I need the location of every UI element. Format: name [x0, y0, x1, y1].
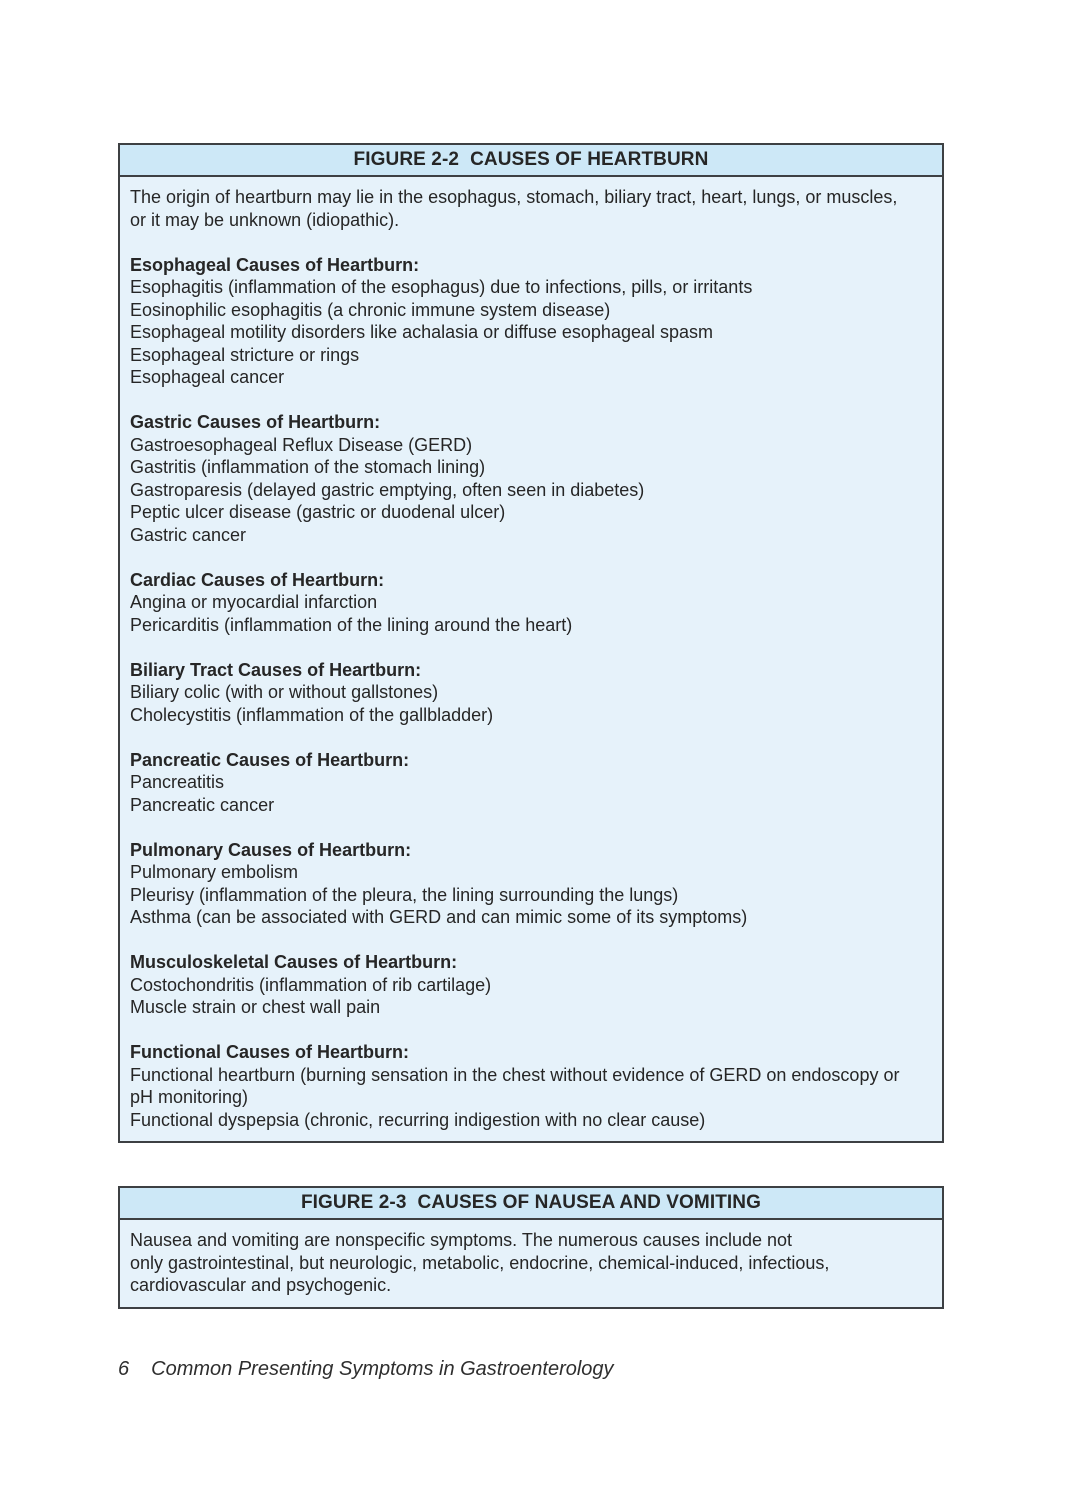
cause-item: Pleurisy (inflammation of the pleura, the lining surrounding the lungs) — [130, 884, 679, 905]
section-heading: Esophageal Causes of Heartburn: — [130, 254, 420, 275]
cause-item: Gastroesophageal Reflux Disease (GERD) — [130, 434, 473, 455]
section-heading: Pulmonary Causes of Heartburn: — [130, 839, 412, 860]
cause-item: Cholecystitis (inflammation of the gallbladder) — [130, 704, 494, 725]
section-heading: Cardiac Causes of Heartburn: — [130, 569, 385, 590]
cause-item: Esophageal motility disorders like achalasia or diffuse esophageal spasm — [130, 322, 713, 342]
intro-line: The origin of heartburn may lie in the esophagus, stomach, biliary tract, heart, lungs, or muscles, — [130, 187, 898, 207]
figure-2-3-title: CAUSES OF NAUSEA AND VOMITING — [417, 1192, 762, 1213]
section-heading: Biliary Tract Causes of Heartburn: — [130, 659, 422, 680]
cause-item: Pancreatic cancer — [130, 794, 275, 815]
figure-2-3-body — [120, 1220, 942, 1307]
cause-item: Angina or myocardial infarction — [130, 592, 378, 612]
figure-2-3-box — [118, 1186, 944, 1309]
cause-item: Pancreatitis — [130, 772, 225, 792]
cause-item: Gastric cancer — [130, 524, 247, 545]
cause-item: Functional heartburn (burning sensation in the chest without evidence of GERD on endoscopy or pH monitoring) — [130, 1064, 900, 1107]
figure-2-3-label: FIGURE 2-3 — [300, 1192, 407, 1213]
figure-2-2-body — [120, 177, 942, 1141]
cause-item: Eosinophilic esophagitis (a chronic immune system disease) — [130, 299, 611, 320]
cause-item: Costochondritis (inflammation of rib cartilage) — [130, 974, 492, 995]
figure-2-2-title: CAUSES OF HEARTBURN — [470, 149, 709, 170]
cause-item: Biliary colic (with or without gallstones) — [130, 682, 439, 702]
figure-2-3-header — [120, 1188, 942, 1220]
running-title: Common Presenting Symptoms in Gastroenterology — [151, 1358, 614, 1380]
page-number: 6 — [118, 1358, 130, 1380]
cause-item: Esophageal stricture or rings — [130, 344, 360, 365]
body-line: only gastrointestinal, but neurologic, metabolic, endocrine, chemical-induced, infectious, — [130, 1252, 830, 1273]
section-heading: Pancreatic Causes of Heartburn: — [130, 749, 410, 770]
body-line: cardiovascular and psychogenic. — [130, 1275, 392, 1295]
figure-2-2-box — [118, 143, 944, 1143]
cause-item: Esophageal cancer — [130, 367, 285, 387]
section-pulmonary — [130, 839, 918, 929]
section-biliary-tract — [130, 659, 918, 727]
section-heading: Gastric Causes of Heartburn: — [130, 412, 381, 432]
cause-item: Pulmonary embolism — [130, 862, 299, 882]
intro-line: or it may be unknown (idiopathic). — [130, 209, 400, 230]
section-heading: Musculoskeletal Causes of Heartburn: — [130, 952, 458, 972]
figure-2-2-header — [120, 145, 942, 177]
cause-item: Pericarditis (inflammation of the lining around the heart) — [130, 614, 573, 635]
section-esophageal — [130, 254, 918, 389]
section-functional — [130, 1041, 918, 1131]
section-heading: Functional Causes of Heartburn: — [130, 1042, 410, 1062]
figure-2-2-label: FIGURE 2-2 — [353, 149, 460, 170]
cause-item: Peptic ulcer disease (gastric or duodenal ulcer) — [130, 502, 506, 522]
section-gastric — [130, 411, 918, 546]
cause-item: Esophagitis (inflammation of the esophagus) due to infections, pills, or irritants — [130, 277, 753, 297]
body-line: Nausea and vomiting are nonspecific symptoms. The numerous causes include not — [130, 1230, 793, 1250]
cause-item: Gastroparesis (delayed gastric emptying, often seen in diabetes) — [130, 479, 645, 500]
section-musculoskeletal — [130, 951, 918, 1019]
cause-item: Functional dyspepsia (chronic, recurring indigestion with no clear cause) — [130, 1109, 706, 1130]
cause-item: Gastritis (inflammation of the stomach lining) — [130, 457, 486, 477]
section-cardiac — [130, 569, 918, 637]
cause-item: Muscle strain or chest wall pain — [130, 997, 381, 1017]
cause-item: Asthma (can be associated with GERD and can mimic some of its symptoms) — [130, 907, 748, 927]
section-pancreatic — [130, 749, 918, 817]
page-footer — [118, 1358, 614, 1381]
